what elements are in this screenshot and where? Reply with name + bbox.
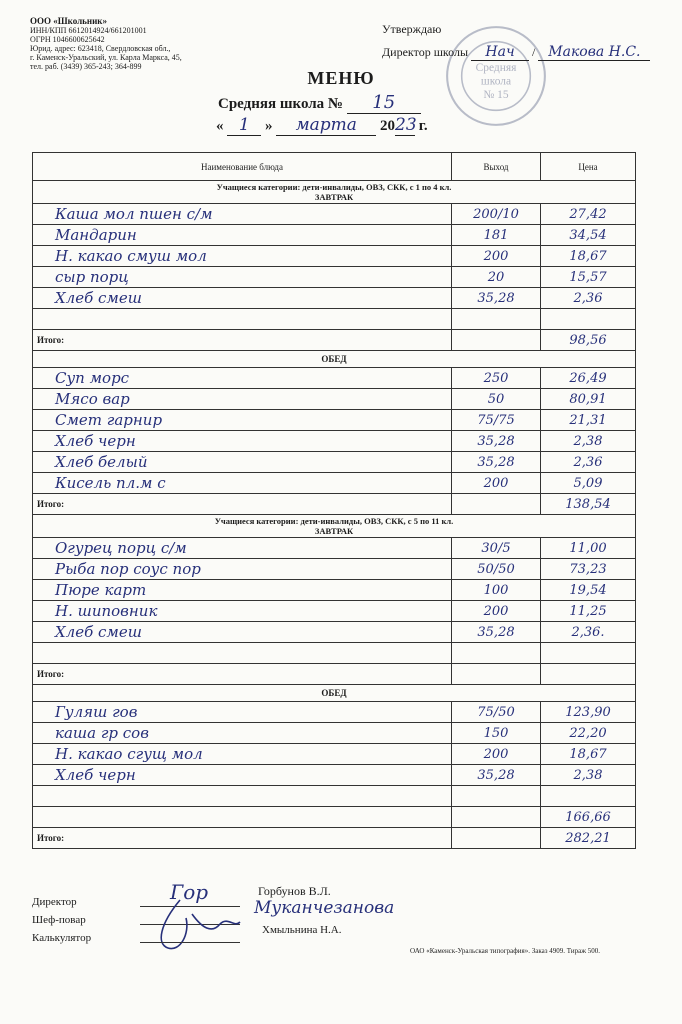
- director-school-label: Директор школы: [382, 45, 469, 59]
- school-label: Средняя школа №: [218, 96, 343, 112]
- group-2-breakfast-total-row: [33, 664, 636, 685]
- table-row: [33, 702, 636, 723]
- table-row: [33, 622, 636, 643]
- price-cell: 2,36.: [541, 622, 636, 643]
- column-header-output: Выход: [452, 153, 541, 181]
- dish-name-cell: Хлеб черн: [33, 431, 452, 452]
- group-2-lunch-title: ОБЕД: [33, 685, 636, 702]
- table-row: [33, 246, 636, 267]
- group-1-lunch-header: [33, 351, 636, 368]
- total-label: Итого:: [33, 494, 452, 515]
- group-2-header: [33, 515, 636, 538]
- output-cell: 35,28: [452, 288, 541, 309]
- output-cell: 35,28: [452, 431, 541, 452]
- group-2-total: 282,21: [541, 828, 636, 849]
- group-1-lunch-rows: [33, 368, 636, 494]
- table-row: [33, 559, 636, 580]
- group-1-breakfast-title: ЗАВТРАК: [314, 192, 354, 202]
- date-line: [216, 115, 428, 136]
- group-2-lunch-rows: [33, 702, 636, 786]
- table-row: [33, 225, 636, 246]
- output-cell: 30/5: [452, 538, 541, 559]
- svg-text:школа: школа: [480, 75, 512, 88]
- output-cell: 200/10: [452, 204, 541, 225]
- director-signature-label: Директор: [32, 896, 77, 908]
- dish-name-cell: Пюре карт: [33, 580, 452, 601]
- table-row: [33, 538, 636, 559]
- price-cell: 5,09: [541, 473, 636, 494]
- column-header-dish: Наименование блюда: [33, 153, 452, 181]
- dish-name-cell: Смет гарнир: [33, 410, 452, 431]
- price-cell: 15,57: [541, 267, 636, 288]
- price-cell: 11,25: [541, 601, 636, 622]
- dish-name-cell: сыр порц: [33, 267, 452, 288]
- output-cell: 200: [452, 601, 541, 622]
- group-2-title: Учащиеся категории: дети-инвалиды, ОВЗ, СКК, с 5 по 11 кл.: [214, 516, 454, 526]
- dish-name-cell: Мясо вар: [33, 389, 452, 410]
- group-1-breakfast-total-row: [33, 330, 636, 351]
- director-name-handwritten: Макова Н.С.: [538, 44, 650, 61]
- total-label: Итого:: [33, 664, 452, 685]
- output-cell: 75/75: [452, 410, 541, 431]
- dish-name-cell: Кисель пл.м с: [33, 473, 452, 494]
- price-cell: 11,00: [541, 538, 636, 559]
- table-header-row: [33, 153, 636, 181]
- dish-name-cell: Суп морс: [33, 368, 452, 389]
- school-number: 15: [347, 92, 421, 114]
- group-1-lunch-total-row: [33, 494, 636, 515]
- chef-signature-label: Шеф-повар: [32, 914, 86, 926]
- table-row: [33, 368, 636, 389]
- group-2-lunch-subtotal: 166,66: [541, 807, 636, 828]
- dish-name-cell: Гуляш гов: [33, 702, 452, 723]
- price-cell: 18,67: [541, 744, 636, 765]
- price-cell: 22,20: [541, 723, 636, 744]
- approve-label: Утверждаю: [382, 22, 442, 36]
- table-row: [33, 723, 636, 744]
- table-row: [33, 267, 636, 288]
- dish-name-cell: Мандарин: [33, 225, 452, 246]
- group-1-header: [33, 181, 636, 204]
- price-cell: 18,67: [541, 246, 636, 267]
- org-address-2: г. Каменск-Уральский, ул. Карла Маркса, 45,: [30, 53, 182, 62]
- dish-name-cell: Хлеб белый: [33, 452, 452, 473]
- table-row-empty: [33, 643, 636, 664]
- table-row-empty: [33, 786, 636, 807]
- school-line: [218, 92, 421, 114]
- dish-name-cell: Хлеб черн: [33, 765, 452, 786]
- table-row: [33, 431, 636, 452]
- output-cell: 35,28: [452, 452, 541, 473]
- price-cell: 2,38: [541, 765, 636, 786]
- price-cell: 80,91: [541, 389, 636, 410]
- svg-text:№ 15: № 15: [483, 88, 509, 101]
- date-year-end: г.: [418, 118, 428, 134]
- org-name: ООО «Школьник»: [30, 16, 107, 26]
- table-row: [33, 765, 636, 786]
- calculator-signature-label: Калькулятор: [32, 932, 92, 944]
- output-cell: 200: [452, 744, 541, 765]
- chef-signature-name: Муканчезанова: [254, 898, 395, 918]
- org-inn: ИНН/КПП 6612014924/661201001: [30, 26, 147, 35]
- group-1-breakfast-rows: [33, 204, 636, 309]
- output-cell: 100: [452, 580, 541, 601]
- group-2-total-row: [33, 828, 636, 849]
- date-year-suffix: 23: [395, 115, 417, 135]
- table-row: [33, 452, 636, 473]
- org-ogrn: ОГРН 1046600625642: [30, 35, 105, 44]
- table-row: [33, 744, 636, 765]
- director-signature: Нач: [471, 44, 529, 61]
- group-2-lunch-header: [33, 685, 636, 702]
- output-cell: 75/50: [452, 702, 541, 723]
- table-row: [33, 204, 636, 225]
- price-cell: 21,31: [541, 410, 636, 431]
- group-1-title: Учащиеся категории: дети-инвалиды, ОВЗ, СКК, с 1 по 4 кл.: [216, 182, 452, 192]
- dish-name-cell: Хлеб смеш: [33, 288, 452, 309]
- table-row: [33, 389, 636, 410]
- dish-name-cell: Каша мол пшен с/м: [33, 204, 452, 225]
- price-cell: 27,42: [541, 204, 636, 225]
- date-month: марта: [276, 115, 376, 136]
- menu-table: [32, 152, 636, 849]
- output-cell: 20: [452, 267, 541, 288]
- total-label: Итого:: [33, 330, 452, 351]
- calculator-signature-name: Хмыльнина Н.А.: [262, 924, 342, 936]
- table-row: [33, 410, 636, 431]
- chef-signature-scribble: [150, 894, 246, 954]
- page-title: МЕНЮ: [307, 68, 375, 88]
- output-cell: 150: [452, 723, 541, 744]
- price-cell: 2,38: [541, 431, 636, 452]
- org-address-1: Юрид. адрес: 623418, Свердловская обл.,: [30, 44, 171, 53]
- org-phone: тел. раб. (3439) 365-243; 364-899: [30, 62, 142, 71]
- price-cell: 26,49: [541, 368, 636, 389]
- output-cell: 250: [452, 368, 541, 389]
- table-row: [33, 473, 636, 494]
- price-cell: 123,90: [541, 702, 636, 723]
- output-cell: 35,28: [452, 765, 541, 786]
- date-quote-open: «: [216, 118, 224, 134]
- output-cell: 50: [452, 389, 541, 410]
- price-cell: 19,54: [541, 580, 636, 601]
- date-quote-close: »: [265, 118, 273, 134]
- organization-block: [30, 17, 182, 71]
- output-cell: 181: [452, 225, 541, 246]
- group-2-breakfast-rows: [33, 538, 636, 643]
- svg-text:Средняя: Средняя: [475, 61, 517, 74]
- group-2-breakfast-title: ЗАВТРАК: [314, 526, 354, 536]
- calculator-sign-line: [140, 942, 240, 943]
- output-cell: 200: [452, 473, 541, 494]
- printer-imprint: ОАО «Каменск-Уральская типография». Заказ 4909. Тираж 500.: [410, 947, 601, 955]
- dish-name-cell: Хлеб смеш: [33, 622, 452, 643]
- table-row-empty: [33, 309, 636, 330]
- output-cell: 200: [452, 246, 541, 267]
- dish-name-cell: Н. какао смуш мол: [33, 246, 452, 267]
- price-cell: 2,36: [541, 288, 636, 309]
- output-cell: 35,28: [452, 622, 541, 643]
- total-label: Итого:: [33, 828, 452, 849]
- dish-name-cell: Рыба пор соус пор: [33, 559, 452, 580]
- price-cell: 73,23: [541, 559, 636, 580]
- group-1-lunch-title: ОБЕД: [33, 351, 636, 368]
- column-header-price: Цена: [541, 153, 636, 181]
- dish-name-cell: Н. какао сгущ мол: [33, 744, 452, 765]
- price-cell: 34,54: [541, 225, 636, 246]
- date-day: 1: [227, 115, 261, 136]
- group-1-lunch-total: 138,54: [541, 494, 636, 515]
- director-handwritten-sign: Гор: [170, 880, 209, 904]
- table-row: [33, 288, 636, 309]
- group-2-lunch-subtotal-row: [33, 807, 636, 828]
- director-signature-name: Горбунов В.Л.: [258, 884, 331, 898]
- table-row: [33, 580, 636, 601]
- dish-name-cell: Н. шиповник: [33, 601, 452, 622]
- dish-name-cell: Огурец порц с/м: [33, 538, 452, 559]
- table-row: [33, 601, 636, 622]
- price-cell: 2,36: [541, 452, 636, 473]
- group-1-breakfast-total: 98,56: [541, 330, 636, 351]
- dish-name-cell: каша гр сов: [33, 723, 452, 744]
- date-year-prefix: 20: [380, 118, 395, 134]
- output-cell: 50/50: [452, 559, 541, 580]
- director-approval-line: Директор школы Нач / Макова Н.С.: [382, 44, 650, 61]
